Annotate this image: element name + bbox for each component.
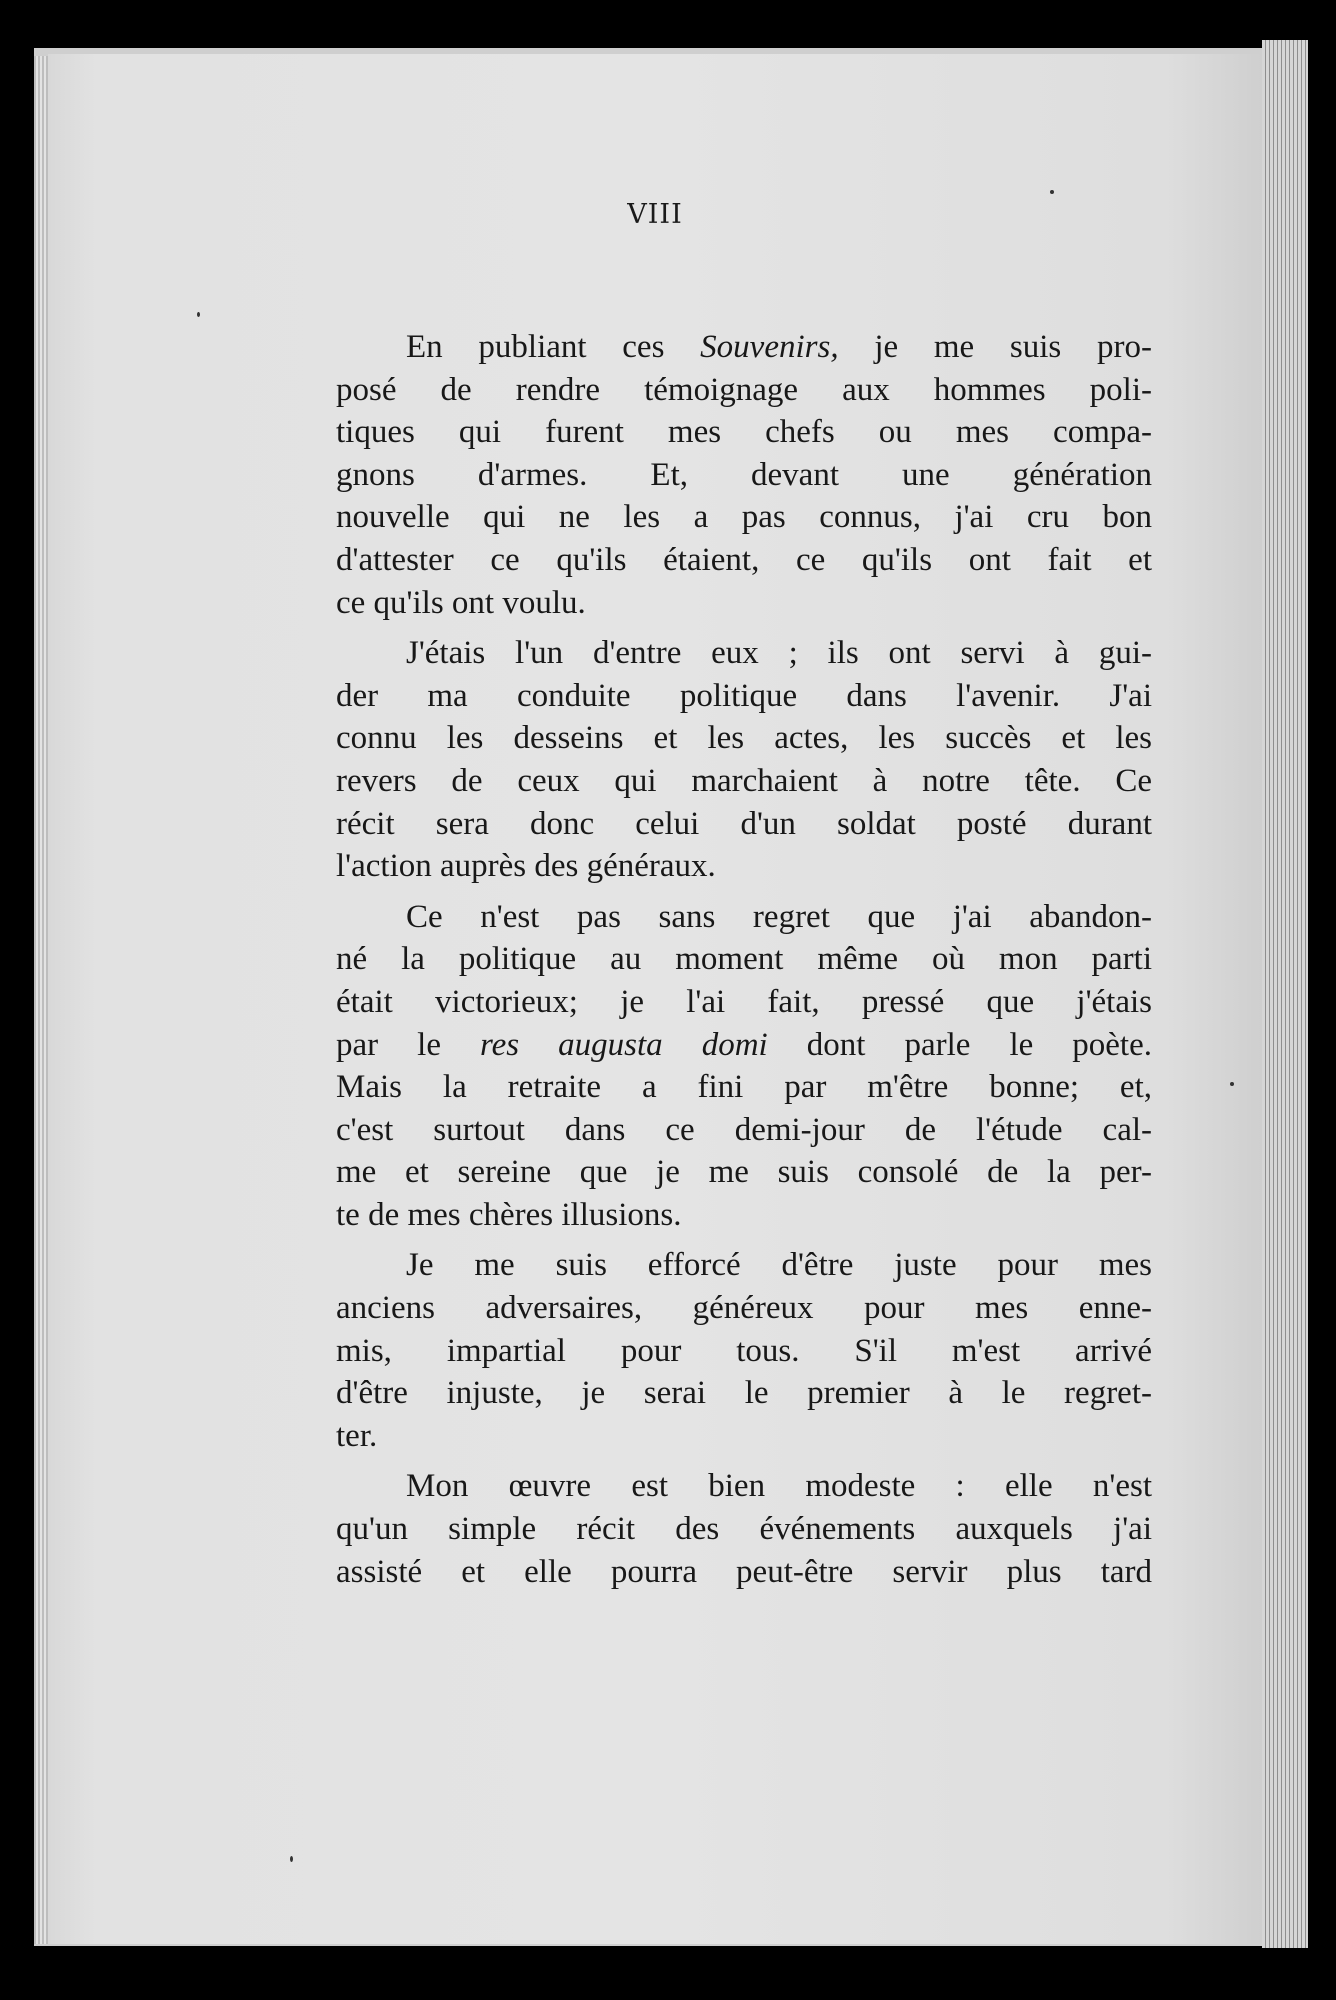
- text-segment: d'être injuste, je serai le premier à le regret-: [336, 1375, 1152, 1412]
- dust-speck: [1050, 190, 1054, 194]
- text-segment: je me suis pro-: [838, 329, 1152, 365]
- page-number-header: VIII: [627, 199, 683, 230]
- text-segment: l'action auprès des généraux.: [336, 848, 716, 885]
- text-line: [336, 1508, 1152, 1551]
- text-line: [336, 326, 1152, 369]
- text-segment: te de mes chères illusions.: [336, 1196, 682, 1233]
- text-segment: assisté et elle pourra peut-être servir plus tard: [336, 1553, 1152, 1590]
- italic-text: Souvenirs,: [700, 329, 839, 365]
- text-line: [336, 1330, 1152, 1373]
- text-segment: mis, impartial pour tous. S'il m'est arrivé: [336, 1332, 1152, 1369]
- text-segment: der ma conduite politique dans l'avenir. J'ai: [336, 677, 1152, 714]
- paragraph: [336, 896, 1152, 1237]
- text-segment: par le: [336, 1026, 481, 1063]
- text-line: [336, 1415, 1152, 1458]
- text-segment: d'attester ce qu'ils étaient, ce qu'ils ont fait et: [336, 541, 1152, 578]
- text-segment: qu'un simple récit des événements auxquels j'ai: [336, 1511, 1152, 1548]
- text-line: [336, 369, 1152, 412]
- text-line: [336, 411, 1152, 454]
- text-line: [336, 1024, 1152, 1067]
- text-segment: gnons d'armes. Et, devant une génération: [336, 456, 1152, 493]
- text-line: [336, 1465, 1152, 1508]
- text-line: [336, 938, 1152, 981]
- text-segment: J'étais l'un d'entre eux ; ils ont servi à gui-: [406, 635, 1152, 672]
- text-segment: tiques qui furent mes chefs ou mes compa-: [336, 414, 1152, 451]
- text-segment: ce qu'ils ont voulu.: [336, 584, 586, 621]
- text-segment: c'est surtout dans ce demi-jour de l'étude cal-: [336, 1111, 1152, 1148]
- text-line: [336, 1551, 1152, 1594]
- text-line: [336, 1287, 1152, 1330]
- text-line: [336, 896, 1152, 939]
- text-line: [336, 1151, 1152, 1194]
- page-sheet: [48, 54, 1262, 1944]
- page-edges-right: [1262, 40, 1308, 1948]
- text-segment: dont parle le poète.: [767, 1026, 1152, 1063]
- body-text: [336, 326, 1152, 1601]
- dust-speck: [197, 312, 200, 317]
- page-edges-left: [34, 56, 48, 1944]
- text-segment: était victorieux; je l'ai fait, pressé que j'étais: [336, 983, 1152, 1020]
- text-line: [336, 845, 1152, 888]
- text-segment: anciens adversaires, généreux pour mes enne-: [336, 1290, 1152, 1327]
- text-segment: me et sereine que je me suis consolé de la per-: [336, 1154, 1152, 1191]
- text-segment: nouvelle qui ne les a pas connus, j'ai cru bon: [336, 499, 1152, 536]
- text-line: [336, 582, 1152, 625]
- text-segment: ter.: [336, 1417, 378, 1454]
- text-line: [336, 803, 1152, 846]
- text-line: [336, 1109, 1152, 1152]
- text-line: [336, 454, 1152, 497]
- dust-speck: [290, 1856, 293, 1862]
- text-segment: En publiant ces: [406, 329, 701, 365]
- text-segment: récit sera donc celui d'un soldat posté durant: [336, 805, 1152, 842]
- text-segment: Ce n'est pas sans regret que j'ai abandon-: [406, 898, 1152, 935]
- text-segment: Je me suis efforcé d'être juste pour mes: [406, 1247, 1152, 1284]
- text-line: [336, 496, 1152, 539]
- dust-speck: [1230, 1082, 1234, 1086]
- paragraph: [336, 632, 1152, 888]
- text-line: [336, 1372, 1152, 1415]
- text-line: [336, 760, 1152, 803]
- text-line: [336, 717, 1152, 760]
- paragraph: [336, 1244, 1152, 1457]
- text-line: [336, 675, 1152, 718]
- text-segment: connu les desseins et les actes, les succès et les: [336, 720, 1152, 757]
- text-line: [336, 1194, 1152, 1237]
- text-segment: Mon œuvre est bien modeste : elle n'est: [406, 1468, 1152, 1505]
- italic-text: res augusta domi: [480, 1026, 768, 1063]
- text-line: [336, 632, 1152, 675]
- text-line: [336, 539, 1152, 582]
- paragraph: [336, 1465, 1152, 1593]
- text-segment: posé de rendre témoignage aux hommes poli-: [336, 371, 1152, 408]
- text-line: [336, 981, 1152, 1024]
- text-segment: né la politique au moment même où mon parti: [336, 941, 1152, 978]
- text-segment: revers de ceux qui marchaient à notre tête. Ce: [336, 762, 1152, 799]
- text-line: [336, 1244, 1152, 1287]
- text-line: [336, 1066, 1152, 1109]
- text-segment: Mais la retraite a fini par m'être bonne; et,: [336, 1069, 1152, 1106]
- paragraph: [336, 326, 1152, 624]
